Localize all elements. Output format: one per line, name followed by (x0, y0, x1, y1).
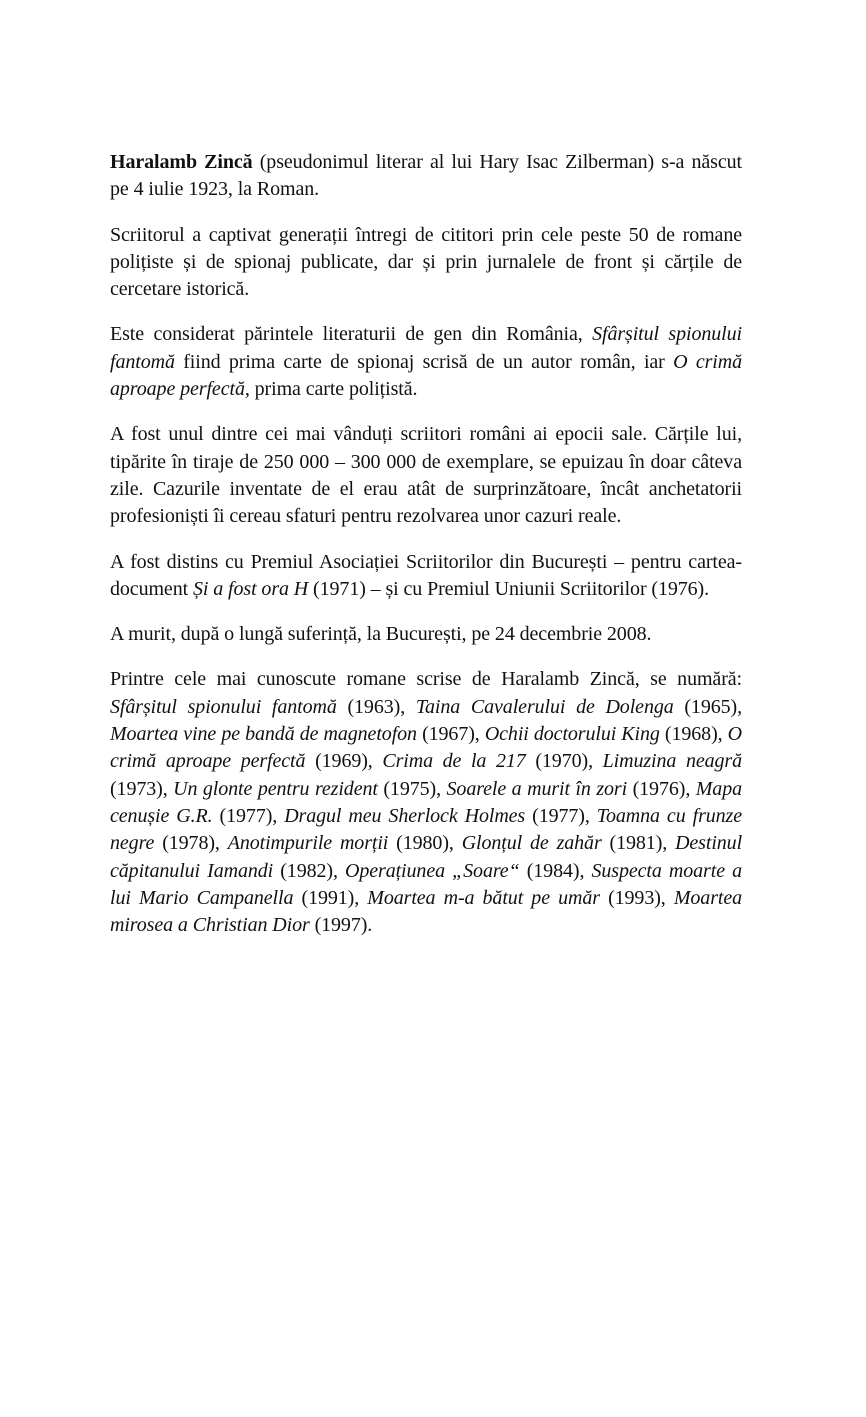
text-segment: prima carte polițistă. (249, 378, 418, 401)
text-segment: (1997). (309, 914, 373, 937)
text-segment: (1984), (519, 859, 592, 882)
text-segment: O crimă aproape perfectă, (110, 350, 742, 401)
text-segment: Ochii doctorului King (484, 723, 660, 746)
text-segment: O crimă aproape perfectă (110, 723, 743, 773)
text-segment: Sfârșitul spionului fantomă (110, 323, 742, 373)
text-segment: Sfârșitul spionului fantomă (110, 695, 337, 718)
text-segment: Soarele a murit în zori (446, 777, 628, 800)
paragraph (110, 149, 742, 204)
text-segment: Limuzina neagră (602, 750, 743, 773)
text-segment: (1971) – și cu Premiul Uniunii Scriitorilor (1976). (308, 577, 710, 600)
text-segment: Taina Cavalerului de Dolenga (415, 695, 674, 718)
text-segment: Destinul căpitanului Iamandi (110, 832, 743, 882)
text-segment: (1993), (599, 886, 674, 909)
text-segment: Dragul meu Sherlock Holmes (284, 804, 526, 827)
text-segment: (1981), (601, 832, 676, 855)
text-segment: Este considerat părintele literaturii de gen din România, (110, 323, 593, 346)
text-segment: (1970), (525, 750, 603, 773)
text-segment: Haralamb Zincă (110, 151, 253, 173)
text-segment: (1965), (673, 695, 742, 718)
text-segment: Printre cele mai cunoscute romane scrise de Haralamb Zincă, se numără: (110, 668, 742, 691)
text-column (110, 149, 742, 957)
text-segment: (1977), (212, 804, 285, 827)
text-segment: Moartea vine pe bandă de magnetofon (110, 723, 417, 746)
text-segment: Operațiunea „Soare“ (345, 859, 520, 882)
text-segment: (1963), (336, 695, 416, 718)
text-segment: A murit, după o lungă suferință, la București, pe 24 decembrie 2008. (110, 623, 652, 646)
paragraph (110, 621, 742, 648)
text-segment: (1980), (388, 832, 462, 855)
paragraph (110, 321, 742, 403)
text-segment: A fost distins cu Premiul Asociației Scriitorilor din București – pentru cartea-document (110, 550, 742, 600)
text-segment: (1982), (273, 859, 345, 882)
paragraph (110, 222, 742, 304)
paragraph (110, 549, 742, 604)
text-segment: Suspecta moarte a lui Mario Campanella (110, 859, 743, 909)
text-segment: (1991), (293, 886, 368, 909)
text-segment: (1968), (659, 723, 728, 746)
text-segment: (pseudonimul literar al lui Hary Isac Zilberman) s-a născut pe 4 iulie 1923, la Roman. (110, 151, 742, 201)
text-segment: (1976), (627, 777, 696, 800)
text-segment: Moartea mirosea a Christian Dior (110, 886, 743, 937)
text-segment: (1975), (377, 777, 447, 800)
text-segment: (1969), (305, 750, 383, 773)
text-segment: (1973), (110, 777, 174, 800)
text-segment: Un glonte pentru rezident (173, 777, 378, 800)
paragraph (110, 421, 742, 530)
text-segment: Mapa cenușie G.R. (110, 777, 743, 827)
text-segment: fiind prima carte de spionaj scrisă de un autor român, iar (174, 350, 674, 373)
text-segment: Glonțul de zahăr (461, 832, 602, 855)
text-segment: Și a fost ora H (192, 577, 309, 600)
text-segment: Anotimpurile morții (227, 832, 389, 855)
text-segment: Scriitorul a captivat generații întregi de cititori prin cele peste 50 de romane polițiste și de spionaj publicate, dar și prin jurnalele de front și cărțile de cercetare istorică. (110, 223, 742, 301)
text-segment: Crima de la 217 (382, 750, 526, 773)
text-segment: (1978), (154, 832, 228, 855)
text-segment: Toamna cu frunze negre (110, 804, 743, 855)
text-segment: Moartea m-a bătut pe umăr (367, 886, 600, 909)
text-segment: (1977), (525, 804, 597, 827)
text-segment: (1967), (416, 723, 485, 746)
text-segment: A fost unul dintre cei mai vânduți scriitori români ai epocii sale. Cărțile lui, tipărite în tiraje de 250 000 – 300 000 de exemplare, se epuizau în doar câteva zile. Cazurile inventate de el erau atât de surprinzătoare, încât anchetatorii profesioniști îi cereau sfaturi pentru rezolvarea unor cazuri reale. (110, 423, 742, 528)
paragraph (110, 666, 742, 939)
